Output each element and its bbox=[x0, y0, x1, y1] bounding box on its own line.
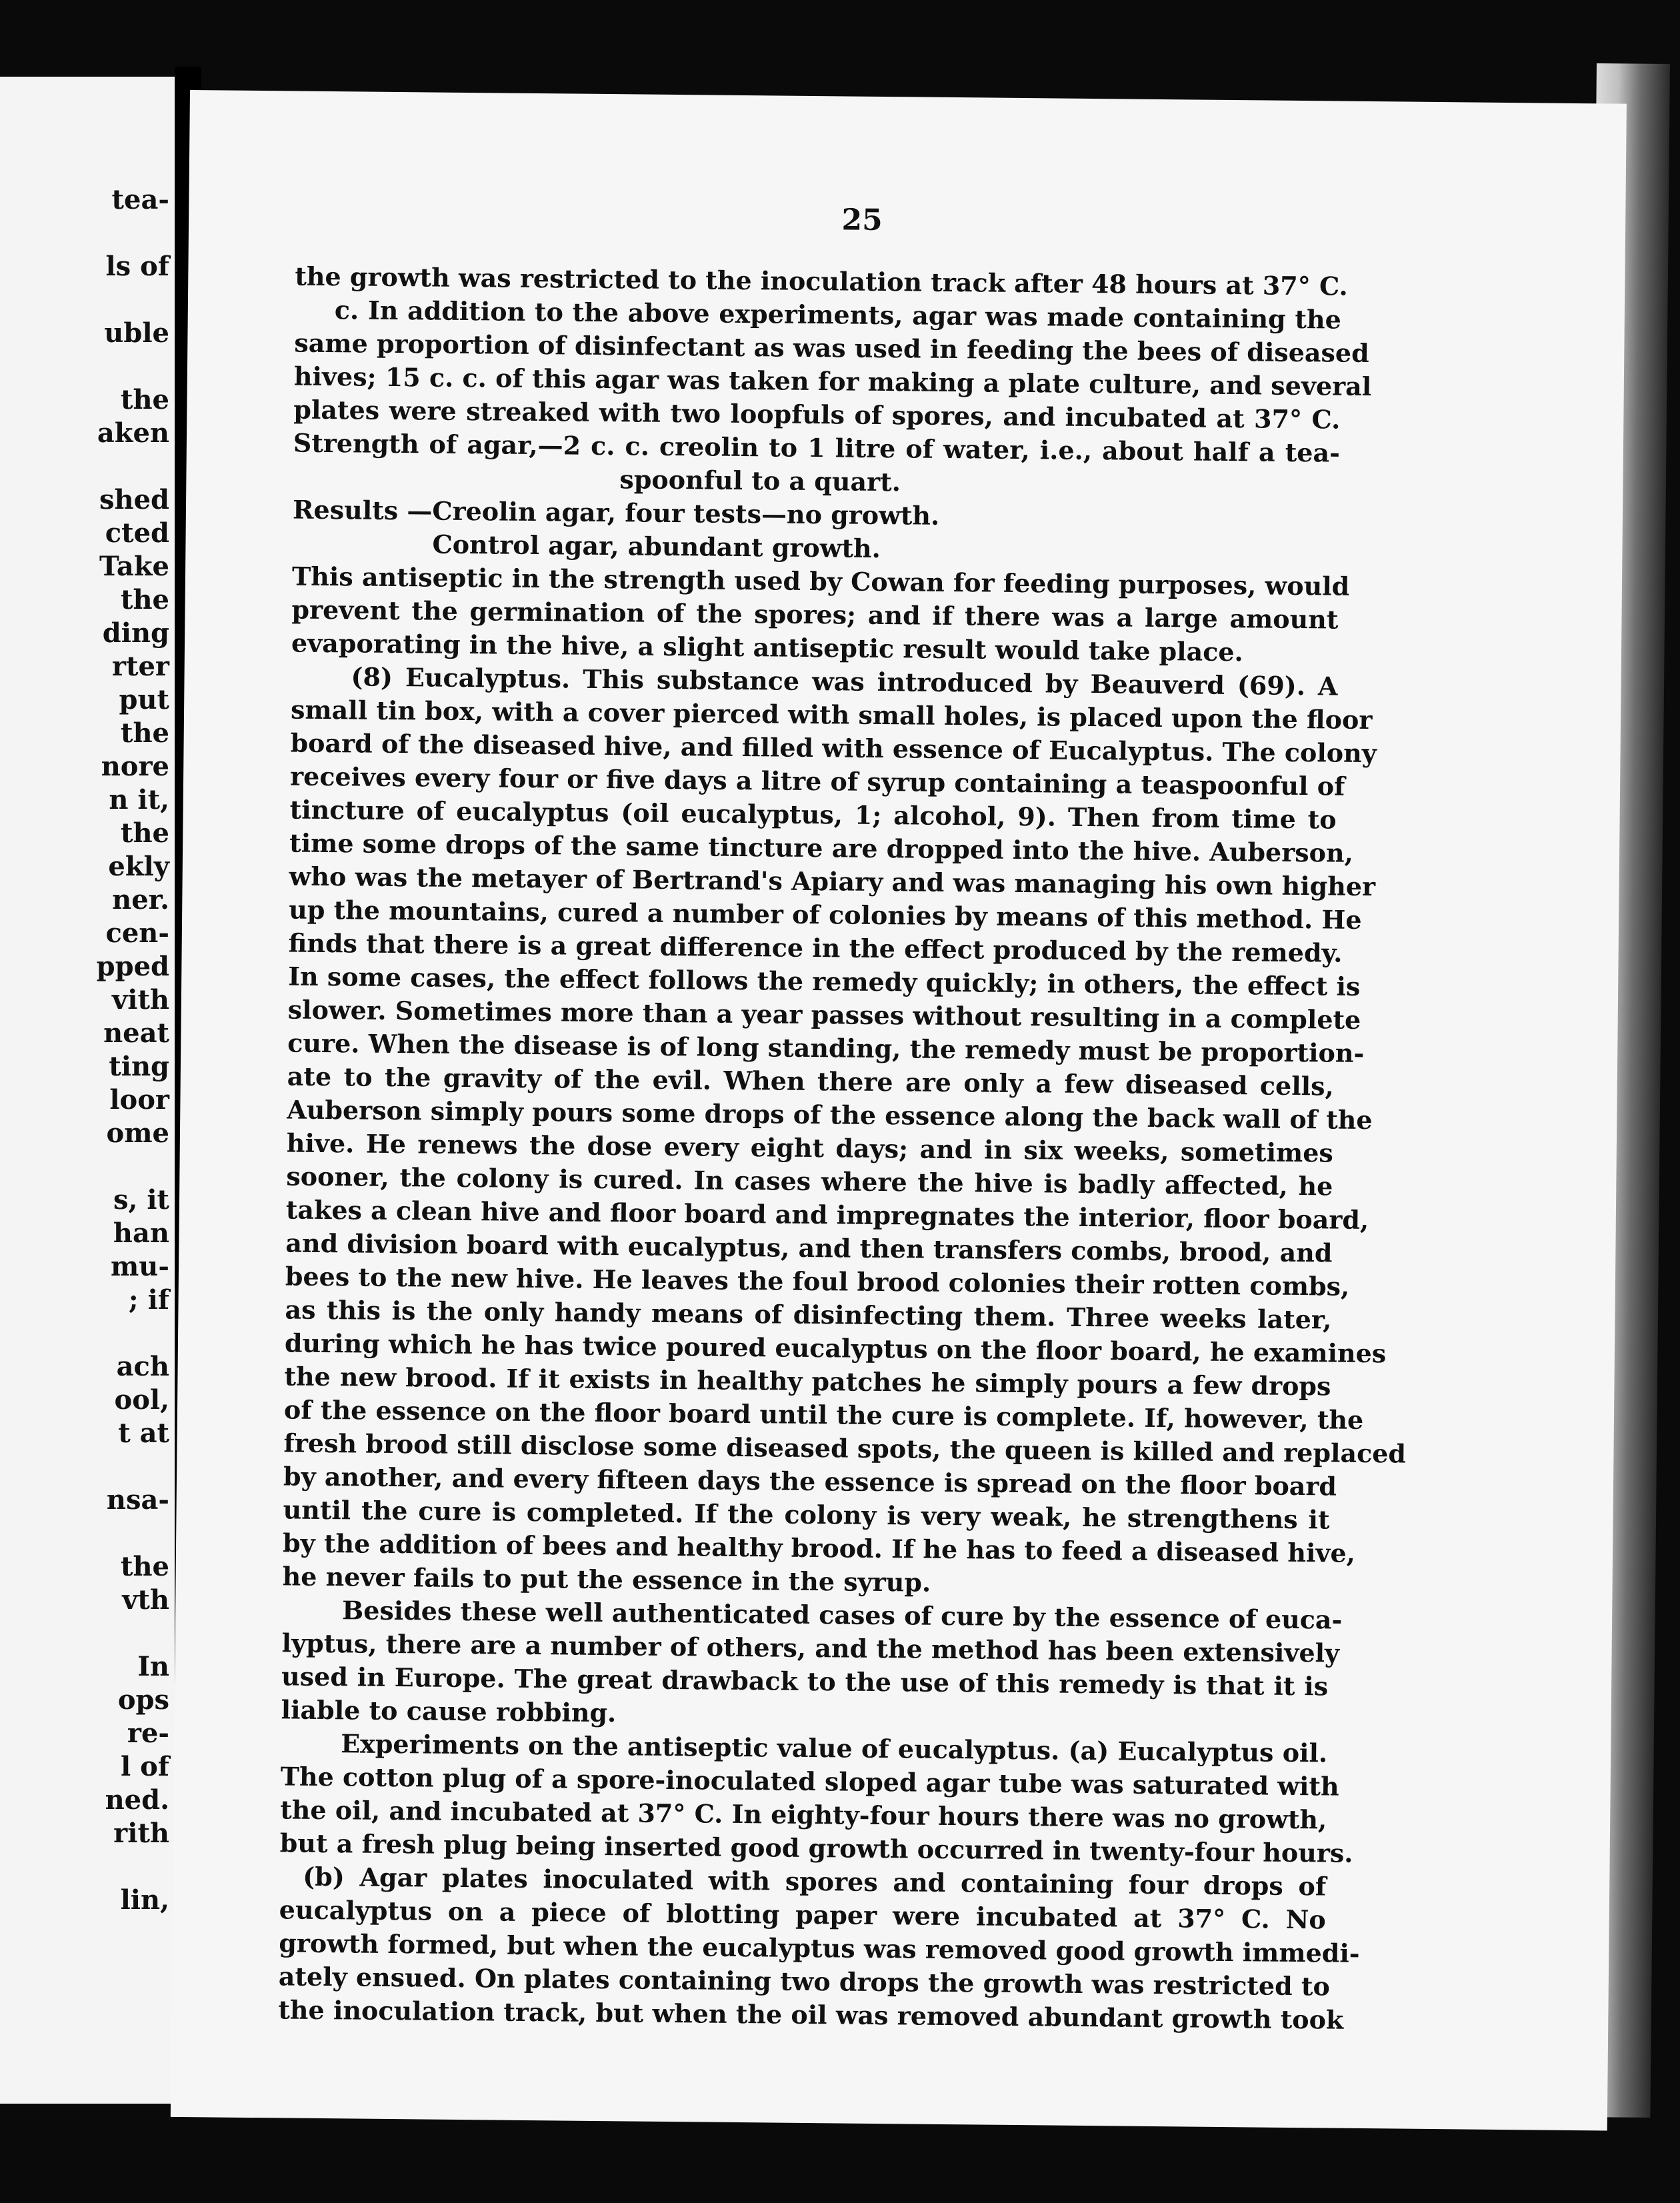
text-line: time some drops of the same tincture are dropped into the hive. Auberson, bbox=[289, 827, 1354, 868]
text-line: of the essence on the floor board until the cure is complete. If, however, the bbox=[283, 1394, 1364, 1435]
left-page-fragment-line: han bbox=[113, 1218, 169, 1249]
text-line: Besides these well authenticated cases of cure by the essence of euca- bbox=[341, 1595, 1343, 1635]
left-page-fragment-line: l of bbox=[120, 1751, 169, 1782]
text-line: Experiments on the antiseptic value of eucalyptus. (a) Eucalyptus oil. bbox=[340, 1728, 1328, 1768]
text-line: the inoculation track, but when the oil was removed abundant growth took bbox=[278, 1994, 1344, 2035]
text-line: receives every four or five days a litre of syrup containing a teaspoonful of bbox=[289, 761, 1345, 801]
left-page-fragment-line: In bbox=[137, 1651, 169, 1682]
left-page-fragment-line: mu- bbox=[110, 1251, 169, 1282]
left-page-fragment-line: ops bbox=[117, 1684, 169, 1716]
text-line: Auberson simply pours some drops of the essence along the back wall of the bbox=[287, 1094, 1373, 1136]
text-line: lyptus, there are a number of others, and the method has been extensively bbox=[281, 1628, 1340, 1668]
left-page-fragment-line: n it, bbox=[109, 784, 169, 815]
text-line: sooner, the colony is cured. In cases where the hive is badly affected, he bbox=[286, 1161, 1333, 1202]
text-line: cure. When the disease is of long standing, the remedy must be proportion- bbox=[287, 1027, 1365, 1068]
left-page-fragment-line: the bbox=[120, 384, 169, 415]
text-line: liable to cause robbing. bbox=[281, 1694, 617, 1728]
text-line: takes a clean hive and floor board and impregnates the interior, floor board, bbox=[285, 1194, 1369, 1236]
left-page-fragment-line: ekly bbox=[108, 851, 169, 882]
text-line: until the cure is completed. If the colony is very weak, he strengthens it bbox=[283, 1494, 1330, 1535]
text-line: This antiseptic in the strength used by Cowan for feeding purposes, would bbox=[291, 561, 1350, 601]
left-page-fragment-line: ome bbox=[106, 1118, 169, 1149]
text-line: used in Europe. The great drawback to the use of this remedy is that it is bbox=[281, 1661, 1329, 1702]
text-line: the growth was restricted to the inoculation track after 48 hours at 37° C. bbox=[295, 261, 1349, 301]
left-page-fragment-line: tea- bbox=[111, 184, 169, 215]
text-line: same proportion of disinfectant as was used in feeding the bees of diseased bbox=[294, 327, 1369, 368]
left-page-fragment-line: the bbox=[120, 817, 169, 849]
text-line: (8) Eucalyptus. This substance was introduced by Beauverd (69). A bbox=[351, 661, 1338, 701]
text-line: fresh brood still disclose some diseased spots, the queen is killed and replaced bbox=[283, 1428, 1407, 1469]
text-line: bees to the new hive. He leaves the foul brood colonies their rotten combs, bbox=[285, 1261, 1350, 1302]
left-page-fragment-line: ool, bbox=[114, 1384, 169, 1416]
text-line: prevent the germination of the spores; and if there was a large amount bbox=[291, 594, 1339, 635]
text-line: The cotton plug of a spore-inoculated sloped agar tube was saturated with bbox=[280, 1761, 1339, 1802]
text-line: during which he has twice poured eucalyptus on the floor board, he examines bbox=[284, 1328, 1387, 1369]
text-line: Strength of agar,—2 c. c. creolin to 1 litre of water, i.e., about half a tea- bbox=[293, 427, 1341, 468]
left-page-fragment-line: ; if bbox=[128, 1284, 169, 1316]
book-page bbox=[171, 90, 1627, 2131]
text-line: the new brood. If it exists in healthy patches he simply pours a few drops bbox=[284, 1361, 1331, 1402]
text-line: tincture of eucalyptus (oil eucalyptus, 1; alcohol, 9). Then from time to bbox=[289, 794, 1337, 835]
text-line: hive. He renews the dose every eight days; and in six weeks, sometimes bbox=[286, 1128, 1333, 1168]
text-line: plates were streaked with two loopfuls of spores, and incubated at 37° C. bbox=[293, 394, 1341, 435]
left-page-fragment-line: put bbox=[119, 684, 169, 715]
text-line: Results —Creolin agar, four tests—no growth. bbox=[292, 494, 940, 531]
left-page-fragment-line: uble bbox=[104, 317, 169, 349]
text-line: by another, and every fifteen days the essence is spread on the floor board bbox=[283, 1461, 1337, 1502]
left-page-fragment bbox=[0, 77, 175, 2104]
text-line: but a fresh plug being inserted good growth occurred in twenty-four hours. bbox=[279, 1828, 1353, 1868]
text-line: hives; 15 c. c. of this agar was taken for making a plate culture, and several bbox=[293, 361, 1372, 402]
left-page-fragment-line: ding bbox=[102, 617, 169, 649]
left-page-fragment-line: ting bbox=[109, 1051, 169, 1082]
text-line: c. In addition to the above experiments, agar was made containing the bbox=[334, 295, 1341, 335]
left-page-fragment-line: ner. bbox=[112, 884, 169, 915]
left-page-fragment-line: nsa- bbox=[106, 1484, 169, 1516]
text-line: he never fails to put the essence in the syrup. bbox=[282, 1561, 931, 1598]
text-line: In some cases, the effect follows the remedy quickly; in others, the effect is bbox=[288, 961, 1361, 1001]
left-page-fragment-line: shed bbox=[99, 484, 169, 515]
text-line: slower. Sometimes more than a year passes without resulting in a complete bbox=[287, 994, 1361, 1035]
left-page-fragment-line: cted bbox=[105, 517, 169, 549]
text-line: the oil, and incubated at 37° C. In eighty-four hours there was no growth, bbox=[280, 1794, 1327, 1835]
text-line: ately ensued. On plates containing two drops the growth was restricted to bbox=[278, 1961, 1331, 2002]
left-page-fragment-line: vth bbox=[122, 1584, 169, 1616]
text-line: and division board with eucalyptus, and then transfers combs, brood, and bbox=[285, 1228, 1333, 1268]
left-page-fragment-line: ach bbox=[116, 1351, 169, 1382]
text-line: finds that there is a great difference in the effect produced by the remedy. bbox=[288, 927, 1343, 968]
left-page-fragment-line: lin, bbox=[120, 1884, 169, 1916]
left-page-fragment-line: ls of bbox=[105, 251, 169, 282]
left-page-fragment-line: loor bbox=[109, 1084, 169, 1116]
left-page-fragment-line: rter bbox=[111, 651, 169, 682]
left-page-fragment-line: cen- bbox=[105, 917, 169, 949]
left-page-fragment-line: the bbox=[120, 1551, 169, 1582]
page-number: 25 bbox=[841, 203, 883, 237]
left-page-fragment-line: rith bbox=[113, 1818, 169, 1849]
text-line: evaporating in the hive, a slight antiseptic result would take place. bbox=[291, 627, 1243, 667]
left-page-fragment-line: t at bbox=[118, 1418, 169, 1449]
left-page-fragment-line: re- bbox=[127, 1718, 169, 1749]
text-line: spoonful to a quart. bbox=[619, 464, 901, 497]
text-line: growth formed, but when the eucalyptus was removed good growth immedi- bbox=[279, 1928, 1360, 1968]
text-line: board of the diseased hive, and filled with essence of Eucalyptus. The colony bbox=[290, 727, 1377, 769]
left-page-fragment-line: s, it bbox=[113, 1184, 169, 1216]
text-line: as this is the only handy means of disinfecting them. Three weeks later, bbox=[285, 1294, 1332, 1335]
text-line: small tin box, with a cover pierced with small holes, is placed upon the floor bbox=[290, 694, 1373, 735]
text-line: Control agar, abundant growth. bbox=[432, 529, 881, 563]
left-page-fragment-line: aken bbox=[97, 417, 169, 449]
left-page-fragment-line: ned. bbox=[105, 1784, 169, 1816]
left-page-fragment-line: pped bbox=[96, 951, 169, 982]
left-page-fragment-line: vith bbox=[112, 984, 169, 1015]
left-page-fragment-line: the bbox=[120, 584, 169, 615]
text-line: who was the metayer of Bertrand's Apiary and was managing his own higher bbox=[289, 861, 1376, 902]
text-line: up the mountains, cured a number of colonies by means of this method. He bbox=[288, 894, 1362, 935]
left-page-fragment-line: Take bbox=[99, 551, 169, 582]
text-line: (b) Agar plates inoculated with spores and containing four drops of bbox=[303, 1861, 1327, 1902]
text-line: by the addition of bees and healthy brood. If he has to feed a diseased hive, bbox=[282, 1528, 1356, 1568]
text-line: eucalyptus on a piece of blotting paper were incubated at 37° C. No bbox=[279, 1894, 1326, 1935]
left-page-fragment-line: the bbox=[120, 717, 169, 749]
text-line: ate to the gravity of the evil. When there are only a few diseased cells, bbox=[287, 1061, 1334, 1102]
left-page-fragment-line: neat bbox=[103, 1017, 169, 1049]
left-page-fragment-line: nore bbox=[101, 751, 169, 782]
